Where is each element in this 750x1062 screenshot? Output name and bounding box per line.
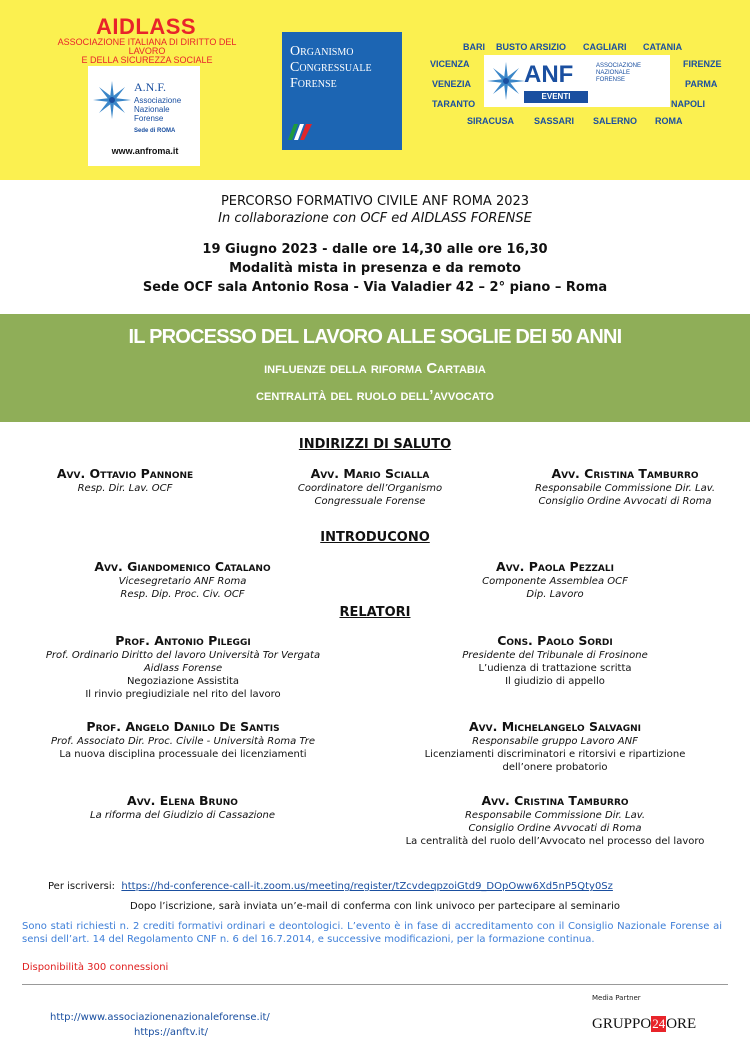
anf-eventi-sub-line: FORENSE [596, 77, 626, 83]
banner-subtitle-2: centralità del ruolo dell’avvocato [256, 387, 494, 404]
course-collaboration: In collaborazione con OCF ed AIDLASS FORENSE [218, 211, 532, 226]
section-heading-relatori: RELATORI [339, 605, 411, 620]
anf-star-icon [486, 61, 526, 101]
speaker-card [505, 466, 745, 508]
anf-eventi-sub-line: NAZIONALE [596, 70, 631, 76]
city-label: PARMA [685, 79, 718, 89]
speaker-topic: La nuova disciplina processuale dei licenziamenti [59, 749, 307, 760]
anf-eventi-logo [484, 55, 670, 107]
registration-link[interactable]: https://hd-conference-call-it.zoom.us/meeting/register/tZcvdeqpzoiGtd9_DOpOww6Xd5nP5Qty0Sz [121, 881, 613, 892]
title-banner [0, 314, 750, 422]
section-heading-introducono: INTRODUCONO [320, 530, 430, 545]
speaker-name: Cons. Paolo Sordi [497, 633, 613, 648]
course-date: 19 Giugno 2023 - dalle ore 14,30 alle ore 16,30 [202, 242, 548, 257]
speaker-role: Responsabile Commissione Dir. Lav. [534, 483, 716, 494]
anf-eventi-name: ANF [524, 61, 574, 88]
speaker-topic: Il rinvio pregiudiziale nel rito del lavoro [85, 689, 281, 700]
registration-line [48, 881, 613, 892]
anftv-link[interactable]: https://anftv.it/ [134, 1027, 208, 1038]
speaker-name: Prof. Antonio Pileggi [115, 633, 251, 648]
section-heading-saluti: INDIRIZZI DI SALUTO [298, 437, 452, 452]
city-label: SASSARI [534, 116, 575, 126]
aidlass-subtitle-line2: E DELLA SICUREZZA SOCIALE [81, 55, 213, 65]
anf-star-icon [92, 80, 132, 120]
city-label: VENEZIA [432, 79, 472, 89]
anf-website-link[interactable]: http://www.associazionenazionaleforense.it/ [50, 1012, 270, 1023]
banner-main-title: IL PROCESSO DEL LAVORO ALLE SOGLIE DEI 50 ANNI [128, 326, 622, 348]
aidlass-subtitle-line1: ASSOCIAZIONE ITALIANA DI DIRITTO DEL LAVORO [57, 37, 237, 56]
speaker-card [255, 466, 485, 508]
speaker-role: La riforma del Giudizio di Cassazione [90, 810, 275, 821]
course-mode: Modalità mista in presenza e da remoto [229, 261, 521, 276]
confirmation-note: Dopo l’iscrizione, sarà inviata un’e-mail di conferma con link univoco per partecipare al seminario [130, 901, 620, 912]
speaker-role: Aidlass Forense [143, 663, 223, 674]
speaker-role: Prof. Associato Dir. Proc. Civile - Università Roma Tre [50, 736, 315, 747]
speaker-name: Avv. Giandomenico Catalano [94, 559, 271, 574]
gruppo-number: 24 [652, 1016, 666, 1031]
gruppo24ore-logo [592, 1016, 696, 1033]
availability-note: Disponibilità 300 connessioni [22, 962, 169, 973]
anf-roma-sub-line: Nazionale [134, 105, 170, 114]
anf-eventi-label: EVENTI [524, 91, 588, 103]
speaker-card [380, 793, 730, 848]
city-label: VICENZA [430, 59, 470, 69]
speaker-name: Avv. Ottavio Pannone [56, 466, 194, 481]
credits-note: Sono stati richiesti n. 2 crediti formativi ordinari e deontologici. L’evento è in fase di accreditamento con il Consiglio Nazionale Forense ai sensi dell’art. 14 del Regolamento CNF n. 6 del 16.7.2014, e successive modificazioni, per la formazione continua. [22, 921, 722, 945]
anf-roma-title: A.N.F. [134, 80, 167, 94]
speaker-role: Vicesegretario ANF Roma [118, 576, 247, 587]
speaker-role: Responsabile gruppo Lavoro ANF [472, 736, 638, 747]
speaker-role: Responsabile Commissione Dir. Lav. [464, 810, 646, 821]
speaker-topic: Negoziazione Assistita [126, 676, 240, 687]
city-label: CATANIA [643, 42, 683, 52]
speaker-name: Avv. Elena Bruno [127, 793, 238, 808]
speaker-card [50, 793, 315, 822]
city-label: BARI [463, 42, 485, 52]
course-title: PERCORSO FORMATIVO CIVILE ANF ROMA 2023 [220, 194, 530, 209]
anf-roma-sede: Sede di ROMA [134, 128, 176, 134]
city-label: SIRACUSA [467, 116, 515, 126]
ocf-line: Forense [290, 76, 337, 91]
ocf-logo [282, 32, 402, 150]
speaker-card [440, 559, 670, 601]
speaker-card [50, 559, 315, 601]
anf-roma-subtitle [134, 96, 181, 123]
media-partner-label: Media Partner [592, 994, 641, 1002]
gruppo-ore: ORE [666, 1016, 697, 1032]
anf-roma-sub-line: Forense [134, 114, 164, 123]
speaker-name: Avv. Cristina Tamburro [481, 793, 629, 808]
aidlass-logo: AIDLASS [96, 14, 197, 39]
speaker-role: Resp. Dir. Lav. OCF [77, 483, 173, 494]
ocf-line: Congressuale [290, 60, 372, 75]
city-label: BUSTO ARSIZIO [496, 42, 567, 52]
city-label: NAPOLI [671, 99, 706, 109]
speaker-topic: La centralità del ruolo dell’Avvocato nel processo del lavoro [405, 836, 705, 847]
ocf-line: Organismo [290, 44, 354, 59]
speaker-name: Prof. Angelo Danilo De Santis [86, 719, 280, 734]
speaker-name: Avv. Mario Scialla [310, 466, 430, 481]
footer-divider [22, 984, 728, 985]
speaker-topic: dell’onere probatorio [502, 762, 608, 773]
italian-flag-icon [286, 114, 316, 142]
header-banner [0, 0, 750, 180]
city-label: CAGLIARI [583, 42, 627, 52]
city-label: ROMA [655, 116, 683, 126]
speaker-card [8, 633, 358, 701]
speaker-role: Coordinatore dell’Organismo [297, 483, 443, 494]
speaker-card [400, 633, 710, 688]
speaker-card [10, 466, 240, 495]
anf-roma-url[interactable]: www.anfroma.it [111, 146, 179, 156]
speaker-topic: Licenziamenti discriminatori e ritorsivi e ripartizione [424, 749, 686, 760]
speaker-role: Consiglio Ordine Avvocati di Roma [468, 823, 642, 834]
speaker-topic: L’udienza di trattazione scritta [478, 663, 632, 674]
speaker-name: Avv. Cristina Tamburro [551, 466, 699, 481]
speaker-role: Presidente del Tribunale di Frosinone [462, 650, 648, 661]
city-label: SALERNO [593, 116, 638, 126]
banner-subtitle-1: influenze della riforma Cartabia [264, 360, 486, 377]
speaker-role: Prof. Ordinario Diritto del lavoro Università Tor Vergata [45, 650, 321, 661]
aidlass-subtitle [42, 38, 252, 65]
registration-label: Per iscriversi: [48, 881, 116, 892]
gruppo-text: GRUPPO [592, 1016, 652, 1032]
speaker-role: Dip. Lavoro [526, 589, 584, 600]
speaker-role: Resp. Dip. Proc. Civ. OCF [120, 589, 245, 600]
speaker-role: Congressuale Forense [314, 496, 426, 507]
ocf-logo-text [290, 44, 372, 92]
city-label: FIRENZE [683, 59, 722, 69]
city-label: TARANTO [432, 99, 476, 109]
speaker-card [8, 719, 358, 761]
speaker-name: Avv. Paola Pezzali [496, 559, 614, 574]
speaker-name: Avv. Michelangelo Salvagni [468, 719, 641, 734]
speaker-role: Consiglio Ordine Avvocati di Roma [538, 496, 712, 507]
speaker-card [400, 719, 710, 774]
anf-eventi-sub-line: ASSOCIAZIONE [596, 63, 642, 69]
anf-eventi-subtitle [596, 63, 641, 84]
speaker-topic: Il giudizio di appello [505, 676, 605, 687]
course-venue: Sede OCF sala Antonio Rosa - Via Valadier 42 – 2° piano – Roma [142, 280, 608, 295]
speaker-role: Componente Assemblea OCF [482, 576, 628, 587]
anf-roma-sub-line: Associazione [134, 96, 182, 105]
